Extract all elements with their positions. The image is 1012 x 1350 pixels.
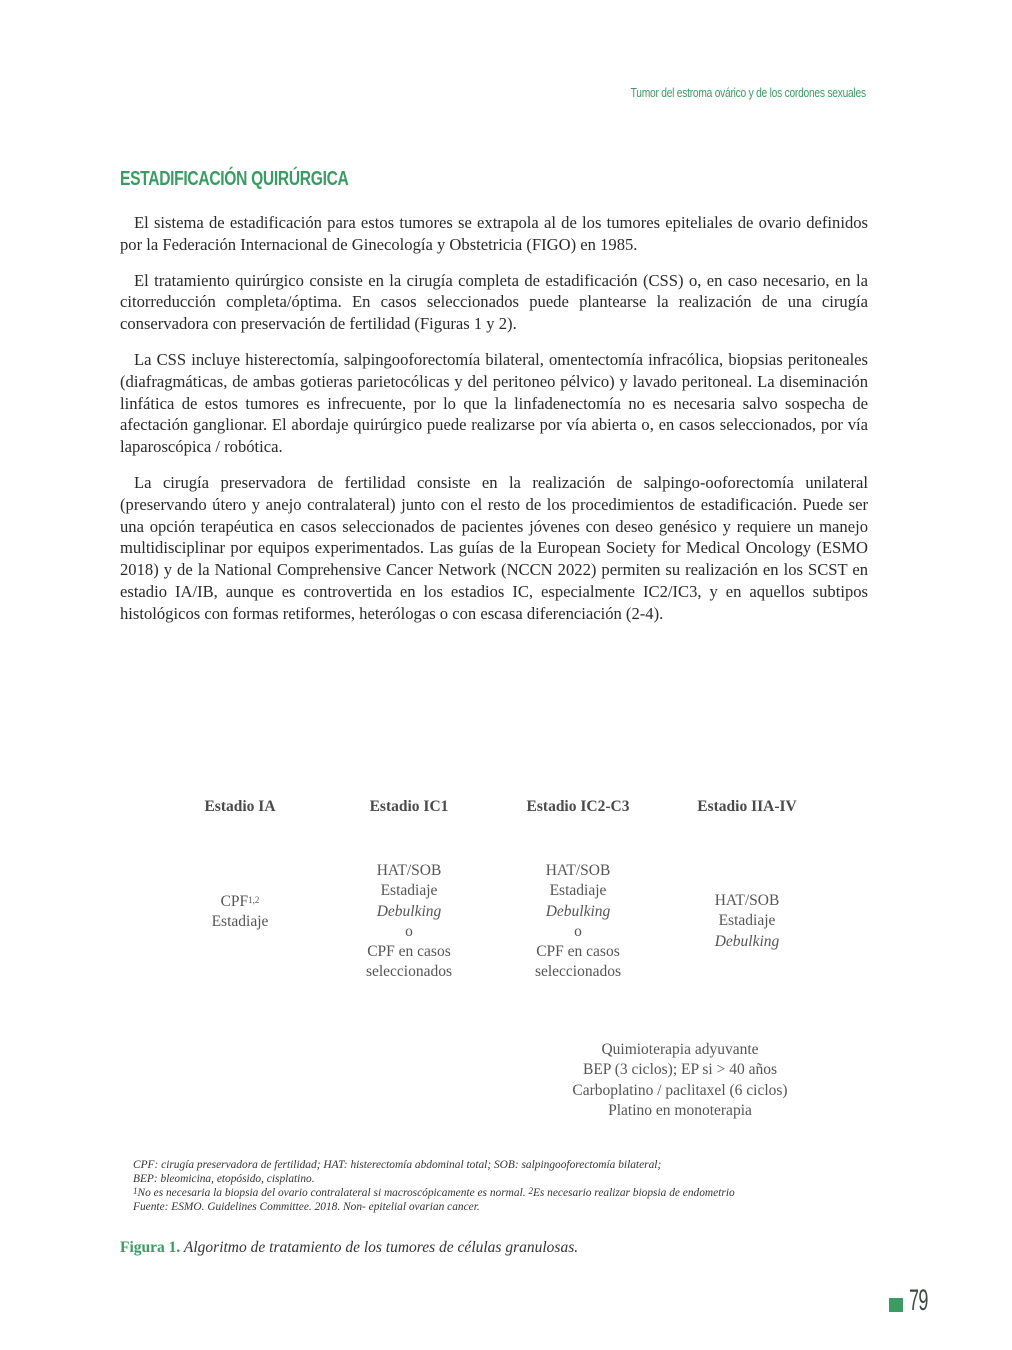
footnote-line: BEP: bleomicina, etopósido, cisplatino. — [133, 1173, 315, 1185]
stage-line: Estadiaje — [549, 882, 607, 900]
footnote-ref: 1,2 — [248, 895, 260, 905]
caption-label: Figura 1. — [120, 1239, 181, 1256]
paragraph: La CSS incluye histerectomía, salpingooforectomía bilateral, omentectomía infracólica, biopsias peritoneales (diafragmáticas, de ambas gotieras parietocólicas y del peritoneo pélvico) y lavado peritoneal. La diseminación linfática de estos tumores es infrecuente, por lo que la linfadenectomía no es necesaria salvo sospecha de afectación ganglionar. El abordaje quirúrgico puede realizarse por vía abierta o, en casos seleccionados, por vía laparoscópica / robótica. — [120, 349, 868, 457]
paragraph: El sistema de estadificación para estos tumores se extrapola al de los tumores epiteliales de ovario definidos por la Federación Internacional de Ginecología y Obstetricia (FIGO) en 1985. — [120, 213, 868, 254]
stage-line: Debulking — [714, 932, 780, 950]
figure-caption — [120, 1239, 578, 1257]
stage-line: Debulking — [376, 902, 442, 920]
stage-column-iia-iv — [662, 798, 832, 950]
paragraph: El tratamiento quirúrgico consiste en la cirugía completa de estadificación (CSS) o, en caso necesario, en la citorreducción completa/óptima. En casos seleccionados puede plantearse la realización de una cirugía conservadora con preservación de fertilidad (Figuras 1 y 2). — [120, 270, 868, 334]
stage-line: seleccionados — [534, 963, 622, 981]
adjuvant-line: Carboplatino / paclitaxel (6 ciclos) — [572, 1081, 788, 1099]
stage-column-ia — [155, 798, 325, 931]
stage-column-ic2-c3 — [493, 798, 663, 981]
stage-line: Estadiaje — [211, 913, 269, 931]
section-title: ESTADIFICACIÓN QUIRÚRGICA — [120, 168, 349, 190]
adjuvant-therapy-box — [520, 1040, 840, 1121]
footnote-line: $^1$No es necesaria la biopsia del ovario contralateral si macroscópicamente es normal. $^2$Es necesario realizar biopsia de endometrio — [133, 1186, 735, 1199]
adjuvant-line: Platino en monoterapia — [608, 1101, 752, 1119]
caption-text: Algoritmo de tratamiento de los tumores de células granulosas. — [183, 1239, 579, 1256]
stage-line: HAT/SOB — [714, 892, 780, 909]
stage-body — [155, 892, 325, 933]
stage-line: o — [405, 922, 413, 940]
body-text — [120, 212, 868, 639]
stage-body — [662, 891, 832, 952]
footnote-line: Fuente: ESMO. Guidelines Committee. 2018. Non- epitelial ovarian cancer. — [133, 1201, 480, 1213]
stage-line: Debulking — [545, 902, 611, 920]
page-number: 79 — [909, 1284, 928, 1317]
page-marker-square — [889, 1298, 903, 1312]
running-header: Tumor del estroma ovárico y de los cordones sexuales — [630, 86, 866, 100]
stage-title: Estadio IC1 — [369, 798, 449, 815]
adjuvant-line: BEP (3 ciclos); EP si > 40 años — [582, 1061, 777, 1079]
stage-body — [324, 861, 494, 983]
stage-line: HAT/SOB — [545, 862, 611, 879]
stage-column-ic1 — [324, 798, 494, 981]
stage-line: seleccionados — [365, 963, 453, 981]
footnote-line: CPF: cirugía preservadora de fertilidad; HAT: histerectomía abdominal total; SOB: salpingooforectomía bilateral; — [133, 1159, 662, 1171]
stage-line: CPF$^{1,2}$ — [220, 893, 260, 910]
stage-line: Estadiaje — [380, 882, 438, 900]
figure-footnotes — [133, 1158, 833, 1214]
stage-title: Estadio IC2-C3 — [526, 798, 630, 815]
stage-line: CPF en casos — [367, 943, 451, 961]
stage-line: CPF en casos — [536, 943, 620, 961]
stage-line: Estadiaje — [718, 912, 776, 930]
paragraph: La cirugía preservadora de fertilidad consiste en la realización de salpingo-ooforectomía unilateral (preservando útero y anejo contralateral) junto con el resto de los procedimientos de estadificación. Puede ser una opción terapéutica en casos seleccionados de pacientes jóvenes con deseo genésico y requiere un manejo multidisciplinar por equipos experimentados. Las guías de la European Society for Medical Oncology (ESMO 2018) y de la National Comprehensive Cancer Network (NCCN 2022) permiten su realización en los SCST en estadio IA/IB, aunque es controvertida en los estadios IC, especialmente IC2/IC3, y en aquellos subtipos histológicos con formas retiformes, heterólogas o con escasa diferenciación (2-4). — [120, 472, 868, 623]
stage-title: Estadio IIA-IV — [697, 798, 797, 815]
stage-line: o — [574, 922, 582, 940]
stage-line: HAT/SOB — [376, 862, 442, 879]
adjuvant-line: Quimioterapia adyuvante — [601, 1041, 759, 1058]
stage-body — [493, 861, 663, 983]
stage-title: Estadio IA — [204, 798, 276, 815]
treatment-algorithm-figure — [120, 798, 880, 1138]
